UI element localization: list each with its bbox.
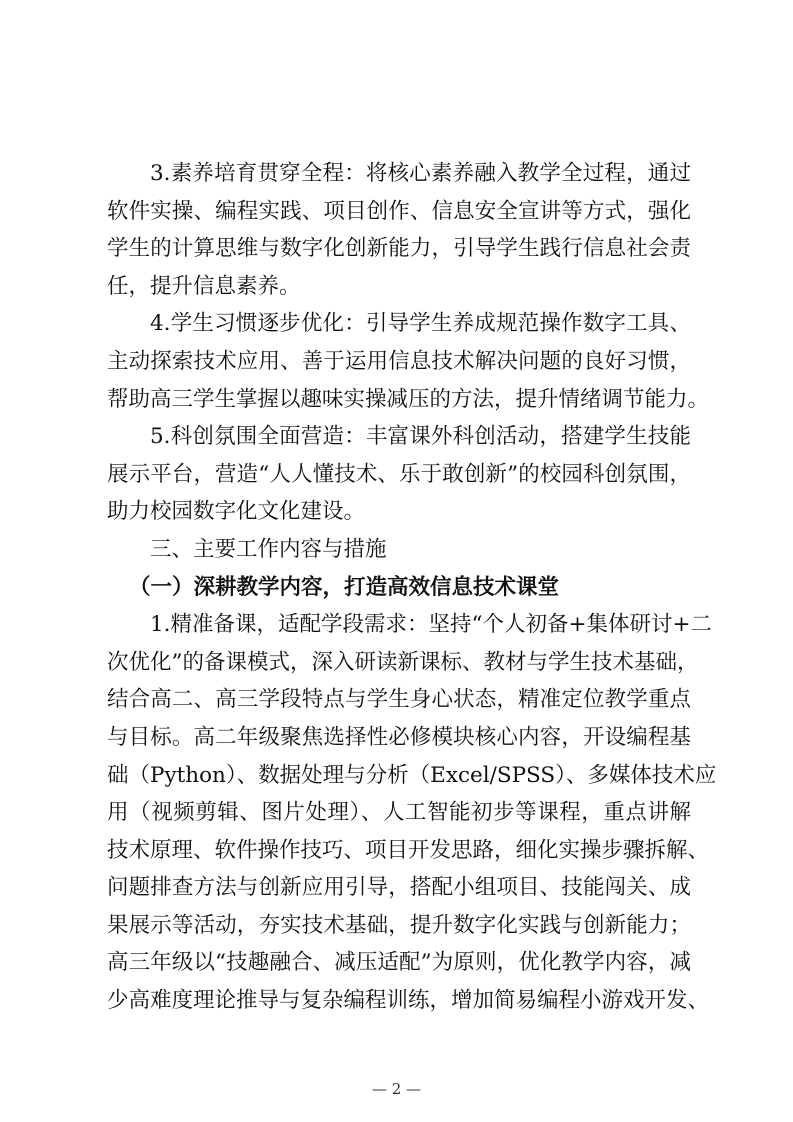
paragraph bbox=[107, 305, 710, 418]
text-line: 任，提升信息素养。 bbox=[107, 273, 301, 299]
subsection-heading bbox=[107, 569, 691, 607]
paragraph bbox=[107, 606, 717, 1020]
paragraph bbox=[107, 155, 691, 305]
text-line: 与目标。高二年级聚焦选择性必修模块核心内容，开设编程基 bbox=[107, 724, 691, 750]
text-line: 1.精准备课，适配学段需求：坚持“个人初备+集体研讨+二 bbox=[150, 612, 713, 638]
text-line: 助力校园数字化文化建设。 bbox=[107, 499, 366, 525]
text-line: 帮助高三学生掌握以趣味实操减压的方法，提升情绪调节能力。 bbox=[107, 386, 710, 412]
text-line: 用（视频剪辑、图片处理）、人工智能初步等课程，重点讲解 bbox=[107, 800, 691, 826]
text-line: 三、主要工作内容与措施 bbox=[150, 536, 387, 562]
text-line: 5.科创氛围全面营造：丰富课外科创活动，搭建学生技能 bbox=[150, 424, 691, 450]
text-line: （一）深耕教学内容，打造高效信息技术课堂 bbox=[129, 574, 560, 600]
text-line: 软件实操、编程实践、项目创作、信息安全宣讲等方式，强化 bbox=[107, 198, 691, 224]
text-line: 果展示等活动，夯实技术基础，提升数字化实践与创新能力； bbox=[107, 912, 691, 938]
paragraph bbox=[107, 418, 691, 531]
text-line: 次优化”的备课模式，深入研读新课标、教材与学生技术基础， bbox=[107, 649, 699, 675]
text-line: 主动探索技术应用、善于运用信息技术解决问题的良好习惯， bbox=[107, 348, 691, 374]
document-body bbox=[107, 155, 717, 1020]
text-line: 结合高二、高三学段特点与学生身心状态，精准定位教学重点 bbox=[107, 687, 691, 713]
section-heading bbox=[107, 531, 691, 569]
text-line: 少高难度理论推导与复杂编程训练，增加简易编程小游戏开发、 bbox=[107, 988, 710, 1014]
text-line: 展示平台，营造“人人懂技术、乐于敢创新”的校园科创氛围， bbox=[107, 461, 691, 487]
page-number: — 2 — bbox=[371, 1080, 422, 1098]
text-line: 4.学生习惯逐步优化：引导学生养成规范操作数字工具、 bbox=[150, 311, 691, 337]
text-line: 学生的计算思维与数字化创新能力，引导学生践行信息社会责 bbox=[107, 236, 691, 262]
text-line: 高三年级以“技趣融合、减压适配”为原则，优化教学内容，减 bbox=[107, 950, 691, 976]
text-line: 问题排查方法与创新应用引导，搭配小组项目、技能闯关、成 bbox=[107, 875, 691, 901]
text-line: 础（Python）、数据处理与分析（Excel/SPSS）、多媒体技术应 bbox=[107, 762, 717, 788]
text-line: 技术原理、软件操作技巧、项目开发思路，细化实操步骤拆解、 bbox=[107, 837, 710, 863]
text-line: 3.素养培育贯穿全程：将核心素养融入教学全过程，通过 bbox=[150, 161, 691, 186]
